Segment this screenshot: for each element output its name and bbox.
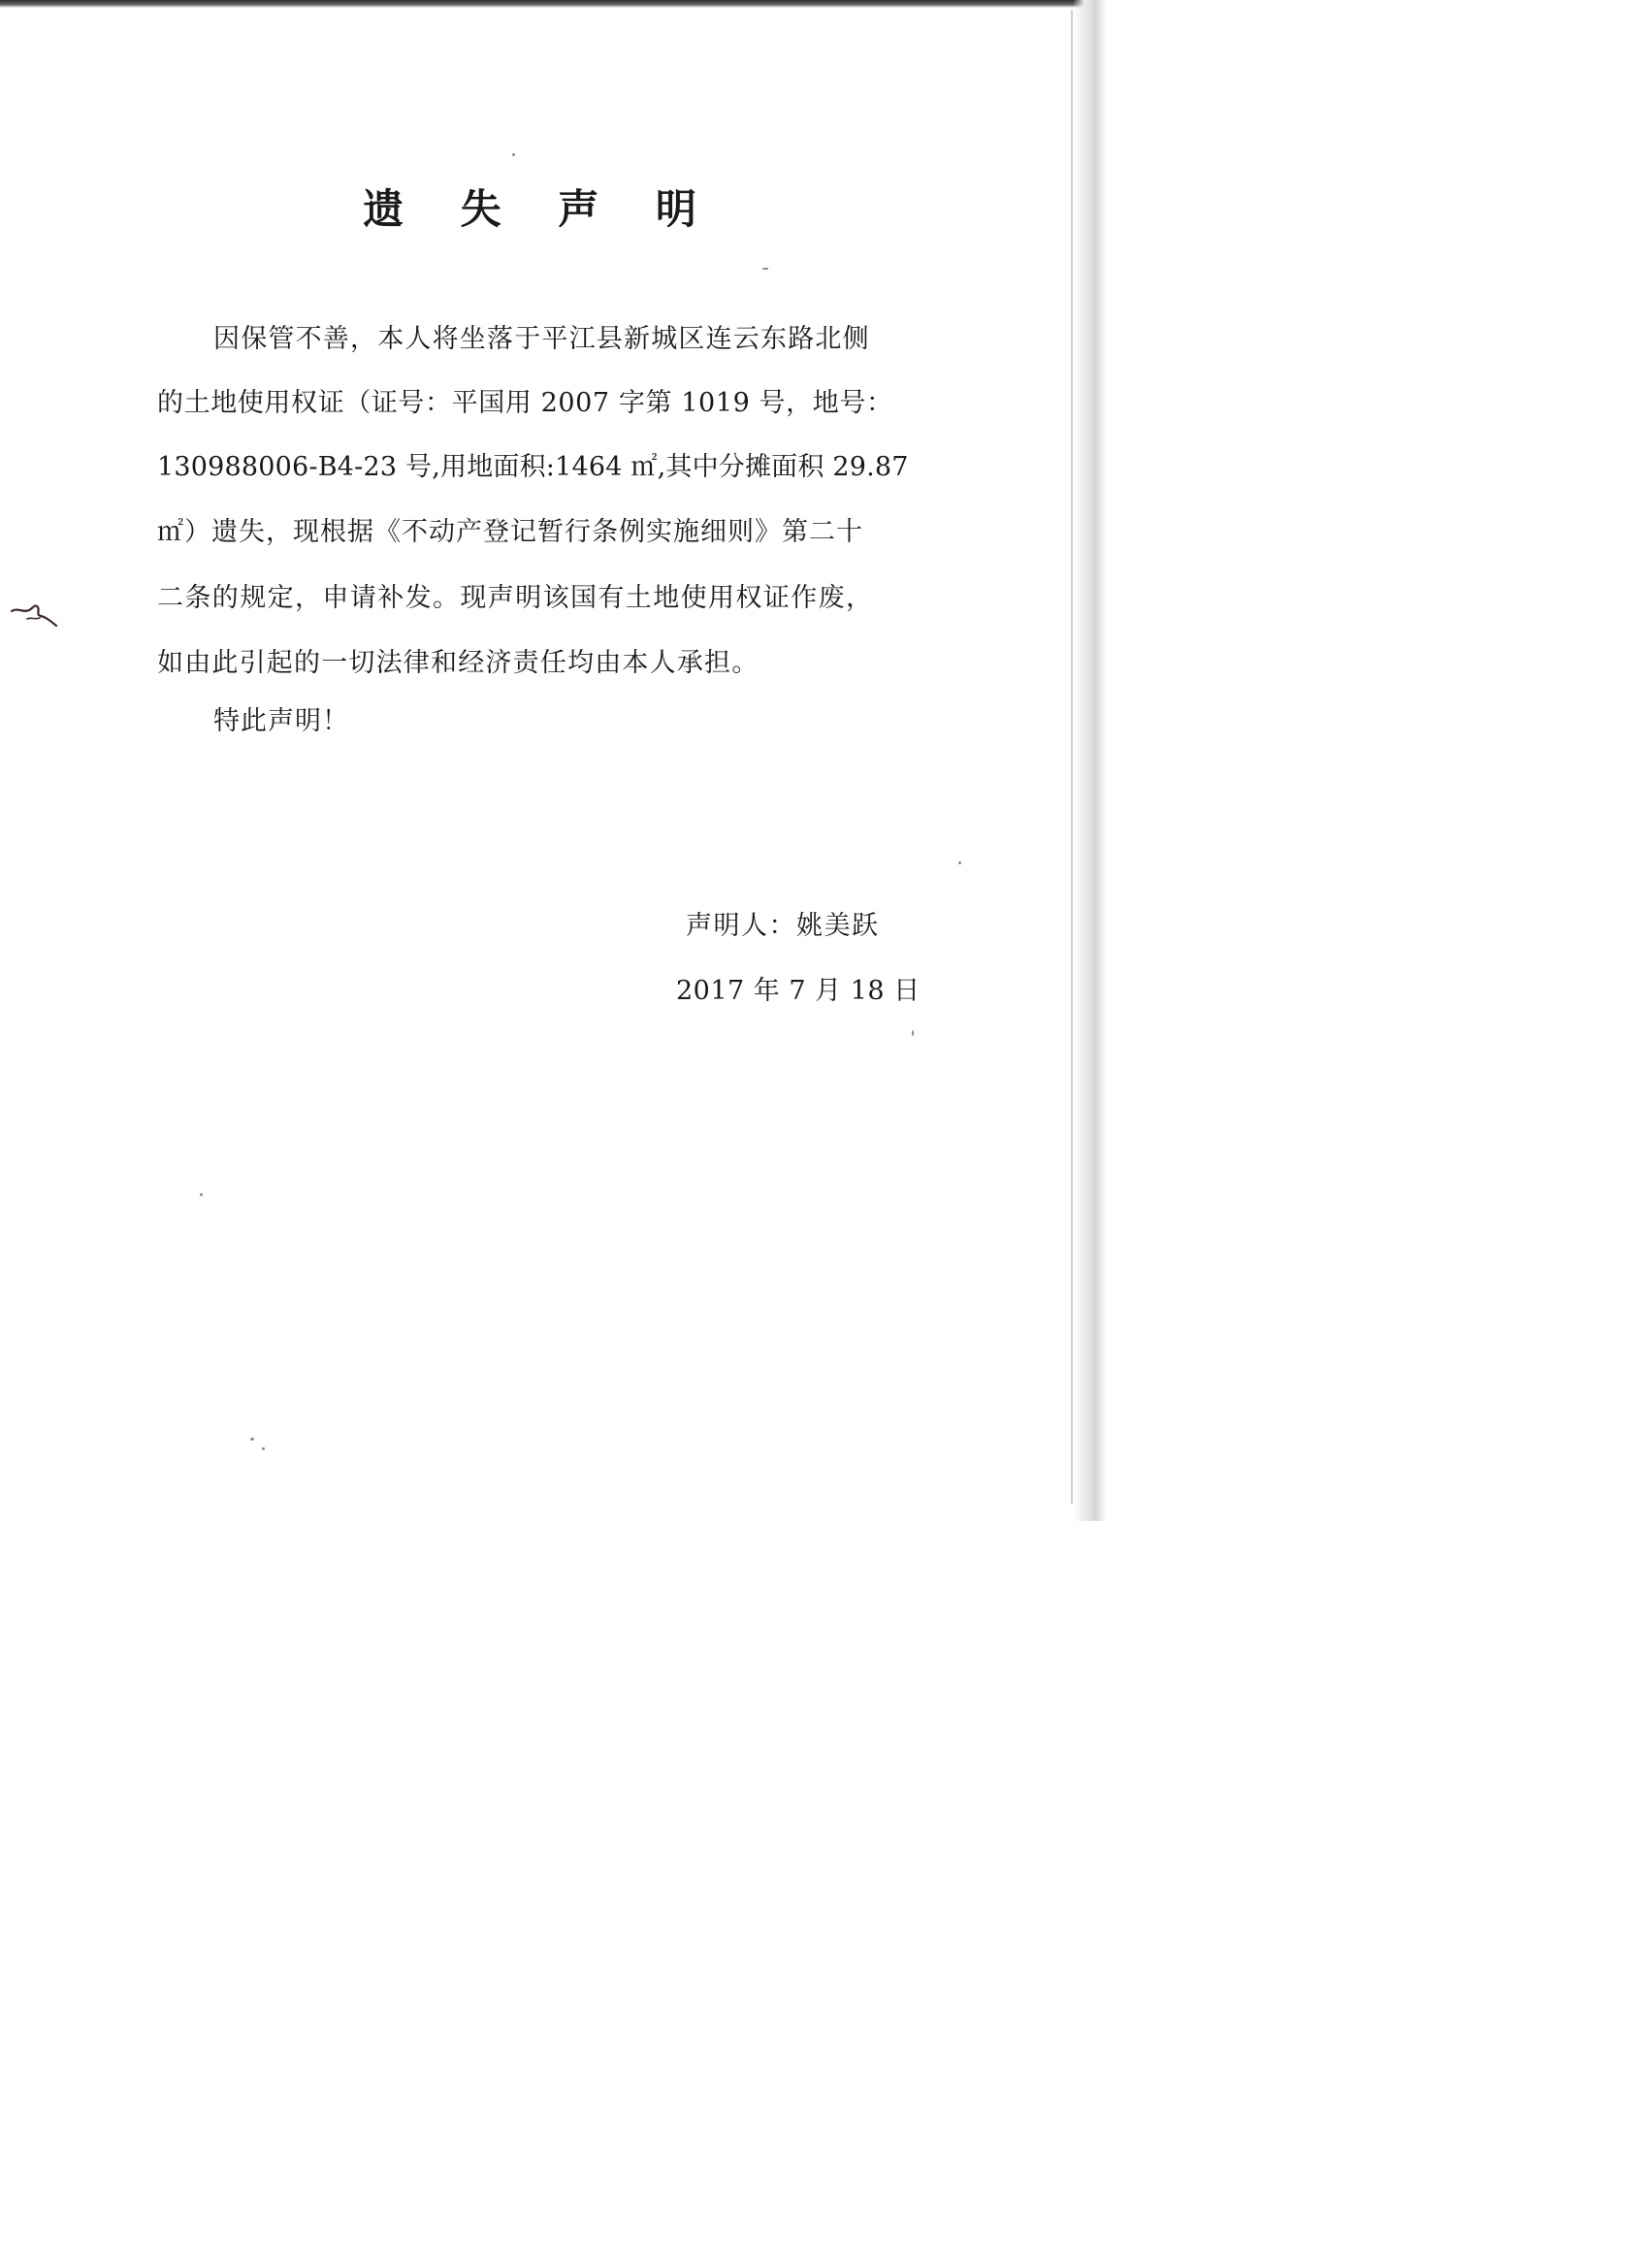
scan-speck [250,1438,254,1441]
document-title: 遗 失 声 明 [363,185,718,233]
scan-speck [762,268,768,270]
signer-line: 声明人：姚美跃 [686,911,880,941]
scan-speck [200,1193,203,1196]
margin-scribble-mark [8,599,60,632]
scan-speck [512,153,515,156]
closing-statement: 特此声明！ [213,706,349,736]
body-line-2: 的土地使用权证（证号：平国用 2007 字第 1019 号，地号： [157,388,893,418]
body-line-1: 因保管不善，本人将坐落于平江县新城区连云东路北侧 [213,324,870,354]
scan-right-edge-line [1071,10,1073,1504]
scan-speck [262,1447,265,1450]
body-line-4: ㎡）遗失，现根据《不动产登记暂行条例实施细则》第二十 [157,517,863,547]
scan-speck [912,1030,914,1036]
signature-date: 2017 年 7 月 18 日 [676,976,921,1006]
body-line-6: 如由此引起的一切法律和经济责任均由本人承担。 [157,648,760,678]
scan-speck [958,861,961,864]
body-line-3: 130988006-B4-23 号,用地面积:1464 ㎡,其中分摊面积 29.87 [157,452,909,482]
scan-top-edge [0,0,1106,8]
scan-right-edge [1073,0,1106,1521]
body-line-5: 二条的规定，申请补发。现声明该国有土地使用权证作废， [157,583,874,613]
